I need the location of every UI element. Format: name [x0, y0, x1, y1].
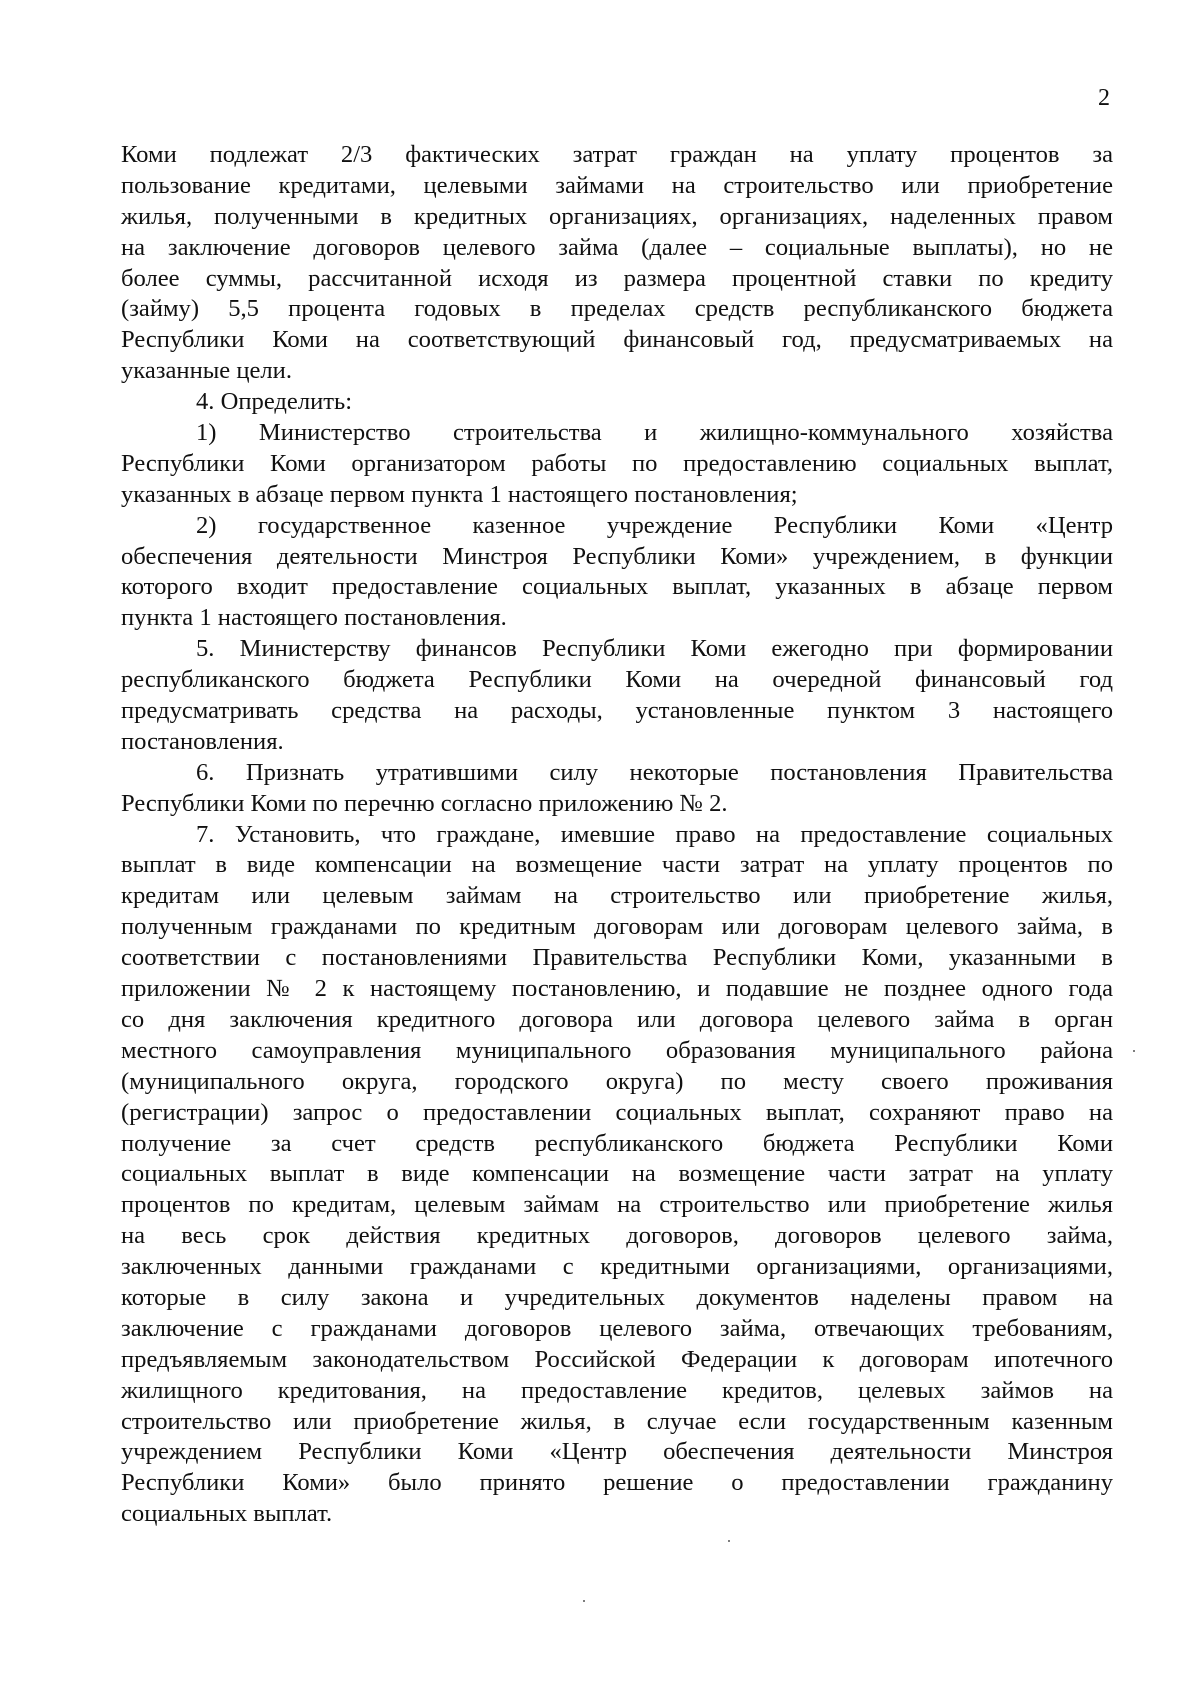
document-body	[121, 140, 1113, 1530]
text-line: более суммы, рассчитанной исходя из размера процентной ставки по кредиту	[121, 264, 1113, 292]
paragraph-heading: 4. Определить:	[196, 388, 353, 416]
text-line: обеспечения деятельности Минстроя Республики Коми» учреждением, в функции	[121, 542, 1113, 570]
page-number: 2	[1098, 85, 1110, 111]
text-line: социальных выплат.	[121, 1500, 333, 1528]
text-line: на заключение договоров целевого займа (далее – социальные выплаты), но не	[121, 233, 1113, 261]
scan-speck	[583, 1600, 585, 1602]
text-line: на весь срок действия кредитных договоров, договоров целевого займа,	[121, 1222, 1113, 1250]
text-line: социальных выплат в виде компенсации на возмещение части затрат на уплату	[121, 1160, 1113, 1188]
text-line: предъявляемым законодательством Российской Федерации к договорам ипотечного	[121, 1345, 1113, 1373]
text-line: 1) Министерство строительства и жилищно-коммунального хозяйства	[196, 419, 1113, 447]
text-line: которого входит предоставление социальных выплат, указанных в абзаце первом	[121, 573, 1113, 601]
text-line: кредитам или целевым займам на строительство или приобретение жилья,	[121, 882, 1113, 910]
text-line: пункта 1 настоящего постановления.	[121, 604, 507, 632]
text-line: процентов по кредитам, целевым займам на строительство или приобретение жилья	[121, 1191, 1113, 1219]
text-line: получение за счет средств республиканского бюджета Республики Коми	[121, 1129, 1113, 1157]
text-line: постановления.	[121, 727, 284, 755]
text-line: жилья, полученными в кредитных организациях, организациях, наделенных правом	[121, 202, 1113, 230]
text-line: 7. Установить, что граждане, имевшие право на предоставление социальных	[196, 820, 1113, 848]
text-line: Республики Коми по перечню согласно приложению № 2.	[121, 789, 728, 817]
text-line: Коми подлежат 2/3 фактических затрат граждан на уплату процентов за	[121, 141, 1113, 168]
text-line: приложении № 2 к настоящему постановлению, и подавшие не позднее одного года	[121, 975, 1113, 1003]
scan-speck	[1133, 1050, 1135, 1052]
text-line: жилищного кредитования, на предоставление кредитов, целевых займов на	[121, 1376, 1113, 1404]
text-line: которые в силу закона и учредительных документов наделены правом на	[121, 1283, 1113, 1311]
text-line: Республики Коми» было принято решение о предоставлении гражданину	[121, 1469, 1113, 1497]
text-line: указанные цели.	[121, 357, 292, 385]
text-line: (займу) 5,5 процента годовых в пределах средств республиканского бюджета	[121, 295, 1113, 323]
text-line: со дня заключения кредитного договора или договора целевого займа в орган	[121, 1005, 1113, 1033]
text-line: строительство или приобретение жилья, в случае если государственным казенным	[121, 1407, 1113, 1435]
text-line: Республики Коми организатором работы по предоставлению социальных выплат,	[121, 449, 1113, 477]
text-line: (регистрации) запрос о предоставлении социальных выплат, сохраняют право на	[121, 1098, 1113, 1126]
text-line: 6. Признать утратившими силу некоторые постановления Правительства	[196, 758, 1113, 786]
text-line: республиканского бюджета Республики Коми на очередной финансовый год	[121, 666, 1113, 694]
text-line: указанных в абзаце первом пункта 1 настоящего постановления;	[121, 480, 798, 508]
text-line: предусматривать средства на расходы, установленные пунктом 3 настоящего	[121, 697, 1113, 725]
text-line: (муниципального округа, городского округа) по месту своего проживания	[121, 1067, 1113, 1095]
text-line: 5. Министерству финансов Республики Коми ежегодно при формировании	[196, 635, 1113, 663]
text-line: выплат в виде компенсации на возмещение части затрат на уплату процентов по	[121, 851, 1113, 879]
text-line: Республики Коми на соответствующий финансовый год, предусматриваемых на	[121, 326, 1113, 354]
text-line: пользование кредитами, целевыми займами на строительство или приобретение	[121, 171, 1113, 199]
text-line: соответствии с постановлениями Правительства Республики Коми, указанными в	[121, 944, 1113, 972]
text-line: полученным гражданами по кредитным договорам или договорам целевого займа, в	[121, 913, 1113, 941]
text-line: учреждением Республики Коми «Центр обеспечения деятельности Минстроя	[121, 1438, 1113, 1466]
text-line: 2) государственное казенное учреждение Республики Коми «Центр	[196, 511, 1113, 539]
text-line: местного самоуправления муниципального образования муниципального района	[121, 1036, 1113, 1064]
text-line: заключенных данными гражданами с кредитными организациями, организациями,	[121, 1253, 1113, 1281]
text-line: заключение с гражданами договоров целевого займа, отвечающих требованиям,	[121, 1314, 1113, 1342]
scan-speck	[728, 1540, 730, 1542]
